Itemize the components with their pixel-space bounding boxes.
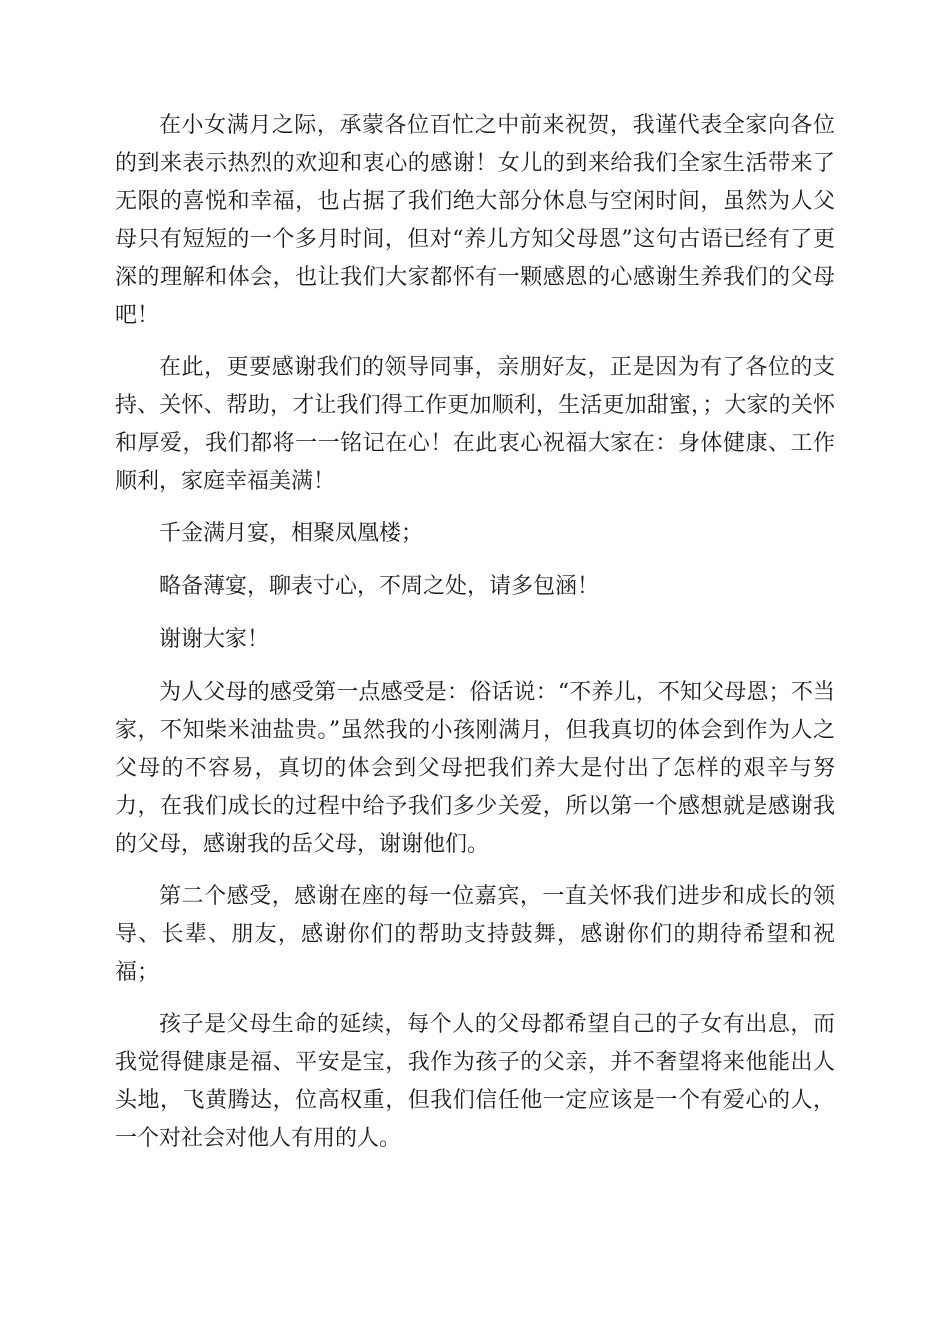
paragraph-first-feeling: 为人父母的感受第一点感受是：俗话说：“不养儿，不知父母恩；不当家，不知柴米油盐贵。”虽然我的小孩刚满月，但我真切的体会到作为人之父母的不容易，真切的体会到父母把我们养大是付出了怎样的艰辛与努力，在我们成长的过程中给予我们多少关爱，所以第一个感想就是感谢我的父母，感谢我的岳父母，谢谢他们。	[115, 680, 835, 857]
paragraph-thank-you: 谢谢大家！	[159, 627, 270, 652]
paragraph-child-hopes: 孩子是父母生命的延续，每个人的父母都希望自己的子女有出息，而我觉得健康是福、平安是宝，我作为孩子的父亲，并不奢望将来他能出人头地，飞黄腾达，位高权重，但我们信任他一定应该是一个有爱心的人，一个对社会对他人有用的人。	[115, 1012, 835, 1151]
paragraph-banquet: 千金满月宴，相聚凤凰楼；	[159, 521, 424, 546]
paragraph-modest-feast: 略备薄宴，聊表寸心，不周之处，请多包涵！	[159, 574, 600, 599]
paragraph-second-feeling: 第二个感受，感谢在座的每一位嘉宾，一直关怀我们进步和成长的领导、长辈、朋友，感谢你们的帮助支持鼓舞，感谢你们的期待希望和祝福；	[115, 884, 835, 985]
paragraph-thanks-colleagues: 在此，更要感谢我们的领导同事，亲朋好友，正是因为有了各位的支持、关怀、帮助，才让我们得工作更加顺利，生活更加甜蜜，；大家的关怀和厚爱，我们都将一一铭记在心！在此衷心祝福大家在：身体健康、工作顺利，家庭幸福美满！	[115, 355, 835, 494]
document-body	[115, 107, 835, 1172]
paragraph-greeting: 在小女满月之际，承蒙各位百忙之中前来祝贺，我谨代表全家向各位的到来表示热烈的欢迎和衷心的感谢！女儿的到来给我们全家生活带来了无限的喜悦和幸福，也占据了我们绝大部分休息与空闲时间，虽然为人父母只有短短的一个多月时间，但对“养儿方知父母恩”这句古语已经有了更深的理解和体会，也让我们大家都怀有一颗感恩的心感谢生养我们的父母吧！	[115, 113, 835, 328]
